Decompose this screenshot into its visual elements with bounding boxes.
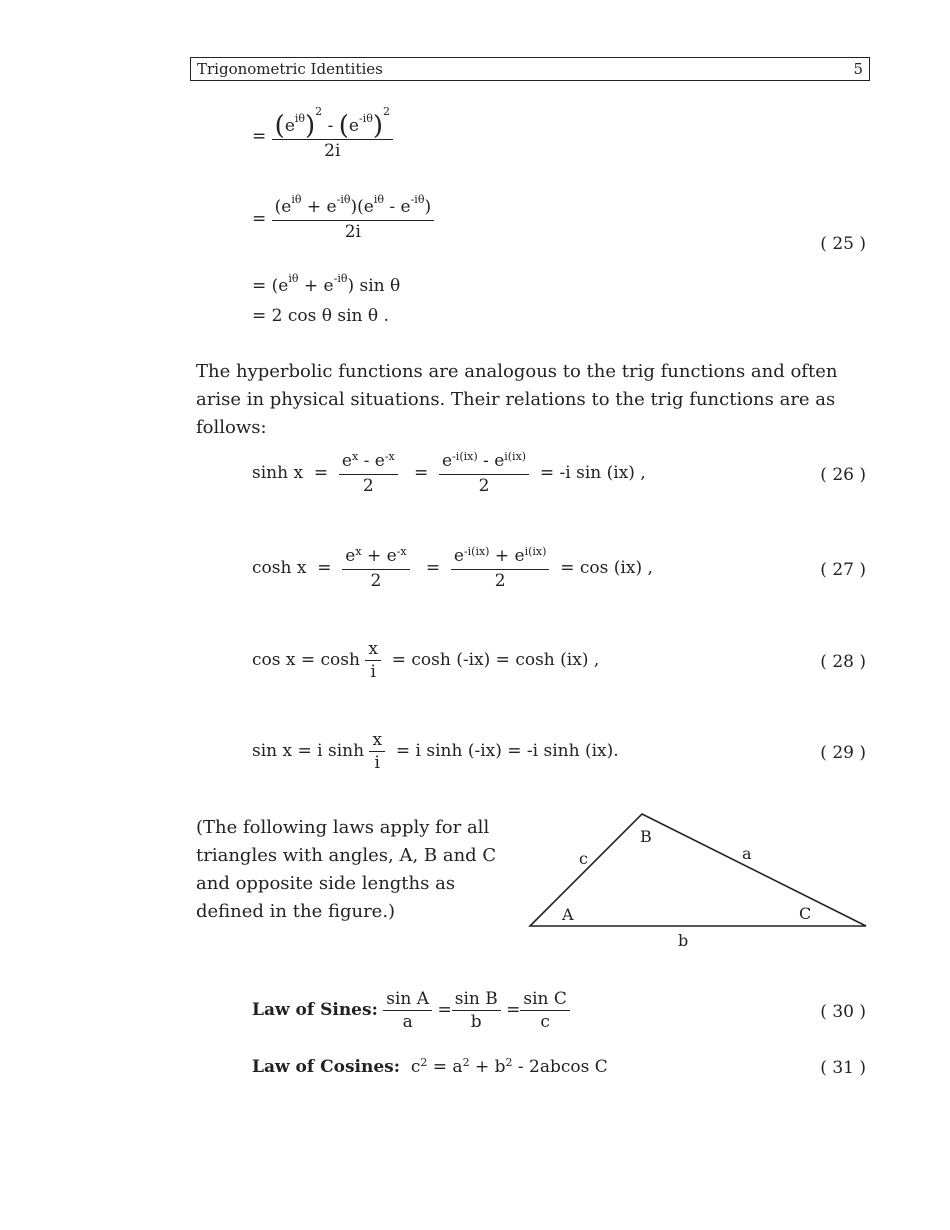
eq26: sinh x = $\frac{e^x - e^{-x}}{2}$ = $\frac{e^{-i(ix)} - e^{i(ix)}}{2}$ = -i sin (ix) ,	[252, 450, 646, 496]
eq25-line1: = $\frac{(e^{i\theta})^2 - (e^{-i\theta})^2}{2i}$	[252, 112, 393, 162]
eq26-label: ( 26 )	[820, 465, 866, 485]
triangle-figure	[520, 805, 880, 955]
triangle-shape	[530, 814, 866, 926]
page-header	[190, 57, 870, 81]
law-of-sines: Law of Sines: $\frac{\text{sin A}}{a}$ = $\frac{\text{sin B}}{b}$ = $\frac{\text{sin C}}{c}$	[252, 988, 570, 1033]
eq29: sin x = i sinh $\frac{x}{i}$ = i sinh (-ix) = -i sinh (ix).	[252, 730, 619, 773]
eq30-label: ( 30 )	[820, 1002, 866, 1022]
side-b-label: b	[678, 931, 689, 950]
eq25-label: ( 25 )	[820, 234, 866, 254]
vertex-A-label: A	[562, 905, 574, 924]
eq28: cos x = cosh $\frac{x}{i}$ = cosh (-ix) = cosh (ix) ,	[252, 639, 600, 682]
eq27-label: ( 27 )	[820, 560, 866, 580]
page-number: 5	[853, 60, 863, 78]
eq28-label: ( 28 )	[820, 652, 866, 672]
vertex-B-label: B	[640, 827, 652, 846]
law-of-cosines: Law of Cosines: $c^2 = a^2 + b^2 - 2abcos$ C	[252, 1056, 608, 1077]
header-title: Trigonometric Identities	[197, 60, 383, 78]
paragraph-triangle-laws: (The following laws apply for all triangles with angles, A, B and C and opposite side lengths as defined in the figure.)	[196, 817, 497, 922]
eq25-line2: = $\frac{(e^{i\theta} + e^{-i\theta})(e^{i\theta} - e^{-i\theta})}{2i}$	[252, 196, 434, 243]
eq25-line3: = $(e^{i\theta} + e^{-i\theta})$ sin θ	[252, 272, 401, 296]
vertex-C-label: C	[799, 904, 812, 923]
side-c-label: c	[579, 849, 588, 868]
eq29-label: ( 29 )	[820, 743, 866, 763]
eq27: cosh x = $\frac{e^x + e^{-x}}{2}$ = $\frac{e^{-i(ix)} + e^{i(ix)}}{2}$ = cos (ix) ,	[252, 545, 653, 591]
side-a-label: a	[742, 844, 752, 863]
eq31-label: ( 31 )	[820, 1058, 866, 1078]
eq25-line4: = 2 cos θ sin θ .	[252, 306, 389, 326]
paragraph-hyperbolic: The hyperbolic functions are analogous to the trig functions and often arise in physical situations. Their relations to the trig functions are as follows:	[196, 361, 838, 438]
